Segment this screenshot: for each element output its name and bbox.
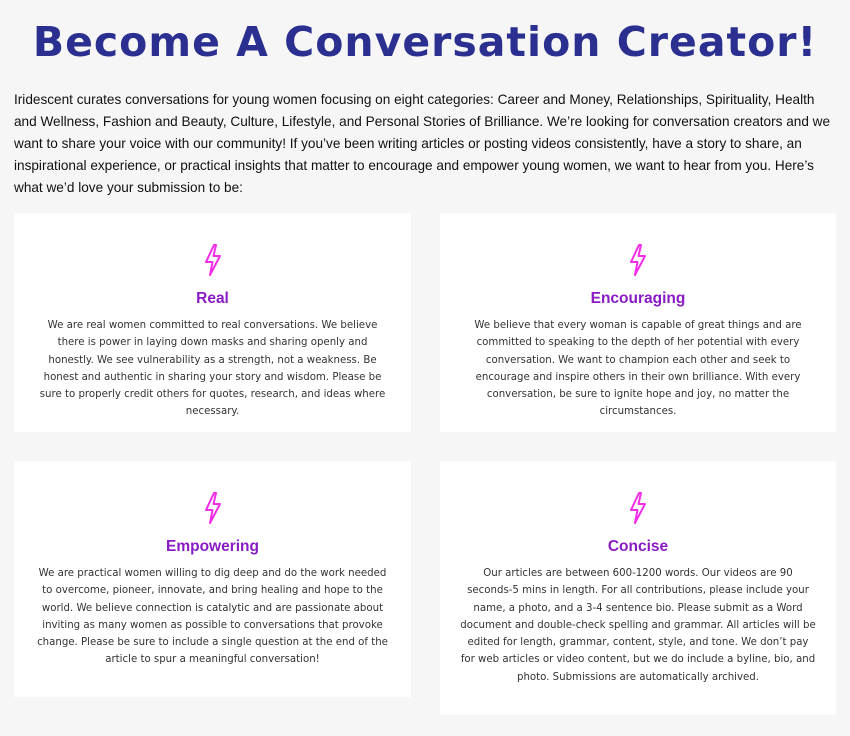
card-encouraging xyxy=(440,213,836,432)
card-empowering xyxy=(14,461,411,697)
lightning-bolt-icon xyxy=(629,244,647,276)
lightning-bolt-icon xyxy=(629,492,647,524)
card-description: We believe that every woman is capable of great things and are committed to speaking to the depth of her potential with every conversation. We want to champion each other and seek to encourage and inspire others in their own brilliance. With every conversation, be sure to ignite hope and joy, no matter the circumstances. xyxy=(474,320,802,418)
intro-paragraph: Iridescent curates conversations for young women focusing on eight categories: Career and Money, Relationships, Spirituality, Health and Wellness, Fashion and Beauty, Culture, Lifestyle, and Personal Stories of Brilliance. We’re looking for conversation creators and we want to share your voice with our community! If you’ve been writing articles or posting videos consistently, have a story to share, an inspirational experience, or practical insights that matter to encourage and empower young women, we want to hear from you. Here’s what we’d love your submission to be: xyxy=(14,92,831,195)
card-title: Real xyxy=(196,290,229,307)
card-concise xyxy=(440,461,836,715)
card-title: Concise xyxy=(607,538,669,555)
card-description: We are practical women willing to dig deep and do the work needed to overcome, pioneer, innovate, and bring healing and hope to the world. We believe connection is catalytic and are passionate about inviting as many women as possible to conversations that provoke change. Please be sure to include a single question at the end of the article to spur a meaningful conversation! xyxy=(37,568,388,666)
card-title: Empowering xyxy=(165,538,259,555)
card-real xyxy=(14,213,411,432)
lightning-bolt-icon xyxy=(204,492,222,524)
card-description: Our articles are between 600-1200 words. Our videos are 90 seconds-5 mins in length. For all contributions, please include your name, a photo, and a 3-4 sentence bio. Please submit as a Word document and double-check spelling and grammar. All articles will be edited for length, grammar, content, style, and tone. We don’t pay for web articles or video content, but we do include a byline, bio, and photo. Submissions are automatically archived. xyxy=(460,568,816,683)
card-title: Encouraging xyxy=(590,290,686,307)
page-title: Become A Conversation Creator! xyxy=(32,18,818,66)
lightning-bolt-icon xyxy=(204,244,222,276)
card-description: We are real women committed to real conversations. We believe there is power in laying down masks and sharing openly and honestly. We see vulnerability as a strength, not a weakness. Be honest and authentic in sharing your story and wisdom. Please be sure to properly credit others for quotes, research, and ideas where necessary. xyxy=(39,320,386,418)
